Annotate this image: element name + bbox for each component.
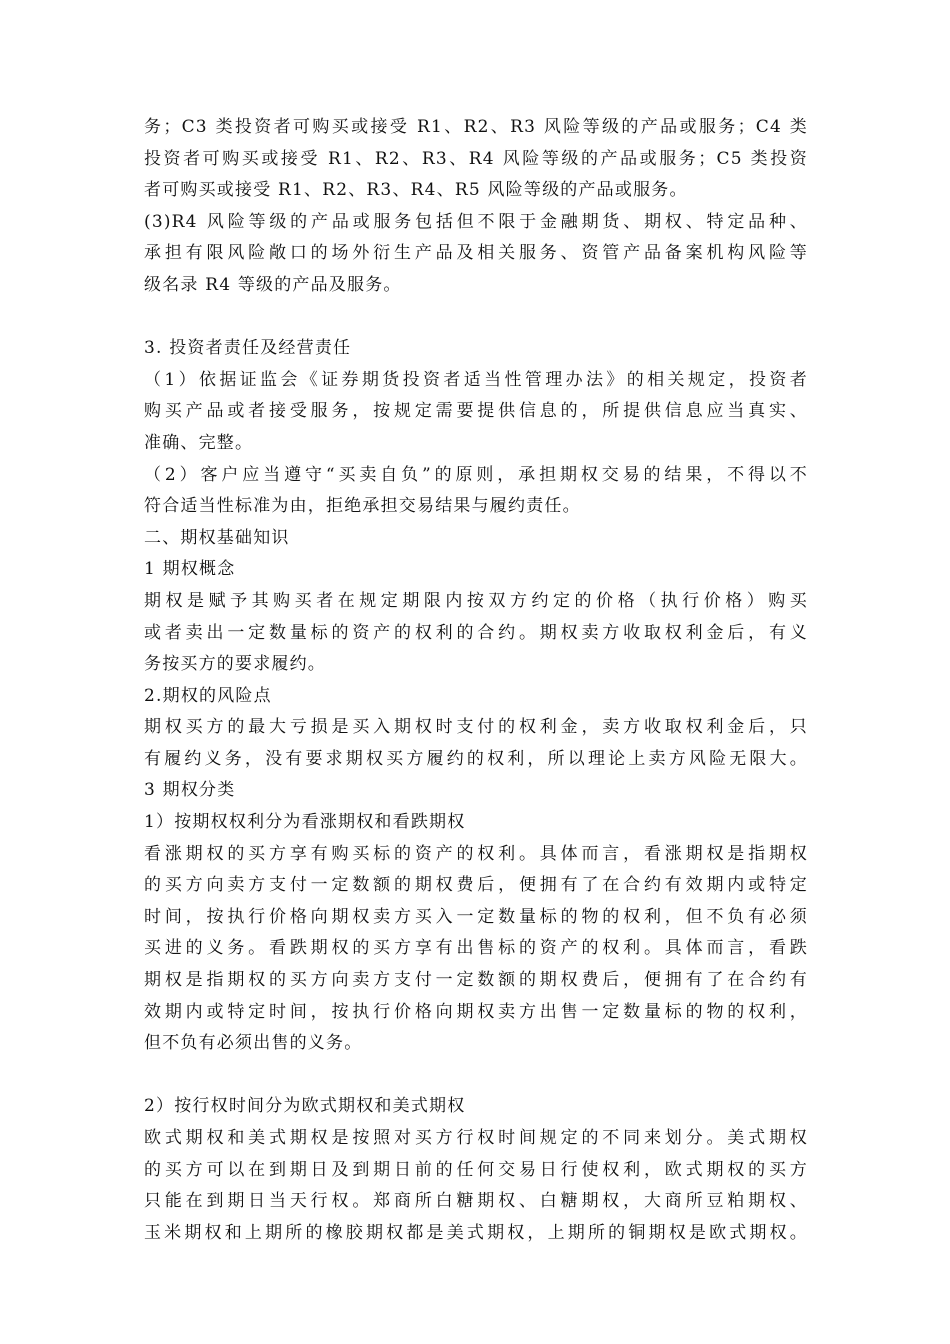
text-line: 购买产品或者接受服务，按规定需要提供信息的，所提供信息应当真实、: [144, 401, 808, 422]
text-line: 期权是赋予其购买者在规定期限内按双方约定的价格（执行价格）购买: [144, 590, 808, 611]
text-line: 的买方可以在到期日及到期日前的任何交易日行使权利，欧式期权的买方: [144, 1159, 808, 1180]
blank-line: [144, 302, 808, 334]
text-line: 务按买方的要求履约。: [144, 654, 326, 675]
text-line: 效期内或特定时间，按执行价格向期权卖方出售一定数量标的物的权利，: [144, 1001, 808, 1022]
text-line: 时间，按执行价格向期权卖方买入一定数量标的物的权利，但不负有必须: [144, 906, 808, 927]
text-line: 务；C3 类投资者可购买或接受 R1、R2、R3 风险等级的产品或服务；C4 类: [144, 117, 808, 137]
text-line: 3 期权分类: [144, 780, 236, 801]
text-line: 只能在到期日当天行权。郑商所白糖期权、白糖期权，大商所豆粕期权、: [144, 1191, 808, 1212]
text-line: (3)R4 风险等级的产品或服务包括但不限于金融期货、期权、特定品种、: [144, 211, 808, 232]
text-line: （1）依据证监会《证券期货投资者适当性管理办法》的相关规定，投资者: [144, 369, 808, 390]
text-line: 2.期权的风险点: [144, 685, 272, 706]
text-line: 期权买方的最大亏损是买入期权时支付的权利金，卖方收取权利金后，只: [144, 717, 808, 738]
text-line: 二、期权基础知识: [144, 527, 290, 548]
text-line: 买进的义务。看跌期权的买方享有出售标的资产的权利。具体而言，看跌: [144, 938, 808, 959]
text-line: （2）客户应当遵守“买卖自负”的原则，承担期权交易的结果，不得以不: [144, 464, 808, 485]
text-line: 符合适当性标准为由，拒绝承担交易结果与履约责任。: [144, 496, 581, 517]
text-line: 准确、完整。: [144, 432, 254, 453]
text-line: 1）按期权权利分为看涨期权和看跌期权: [144, 812, 466, 833]
text-line: 3. 投资者责任及经营责任: [144, 338, 352, 359]
text-line: 玉米期权和上期所的橡胶期权都是美式期权，上期所的铜期权是欧式期权。: [144, 1222, 808, 1243]
text-line: 但不负有必须出售的义务。: [144, 1033, 363, 1054]
text-line: 的买方向卖方支付一定数额的期权费后，便拥有了在合约有效期内或特定: [144, 875, 808, 896]
text-line: 1 期权概念: [144, 559, 236, 580]
document-body: [144, 112, 808, 1249]
text-line: 看涨期权的买方享有购买标的资产的权利。具体而言，看涨期权是指期权: [144, 843, 808, 864]
text-line: 欧式期权和美式期权是按照对买方行权时间规定的不同来划分。美式期权: [144, 1128, 808, 1148]
text-line: 投资者可购买或接受 R1、R2、R3、R4 风险等级的产品或服务；C5 类投资: [144, 148, 808, 169]
text-line: 级名录 R4 等级的产品及服务。: [144, 274, 402, 295]
text-line: 有履约义务，没有要求期权买方履约的权利，所以理论上卖方风险无限大。: [144, 748, 808, 769]
text-line: 者可购买或接受 R1、R2、R3、R4、R5 风险等级的产品或服务。: [144, 180, 688, 201]
text-line: 期权是指期权的买方向卖方支付一定数额的期权费后，便拥有了在合约有: [144, 970, 808, 991]
text-line: 或者卖出一定数量标的资产的权利的合约。期权卖方收取权利金后，有义: [144, 622, 808, 643]
blank-line: [144, 1060, 808, 1092]
text-line: 承担有限风险敞口的场外衍生产品及相关服务、资管产品备案机构风险等: [144, 243, 808, 264]
text-line: 2）按行权时间分为欧式期权和美式期权: [144, 1096, 466, 1117]
